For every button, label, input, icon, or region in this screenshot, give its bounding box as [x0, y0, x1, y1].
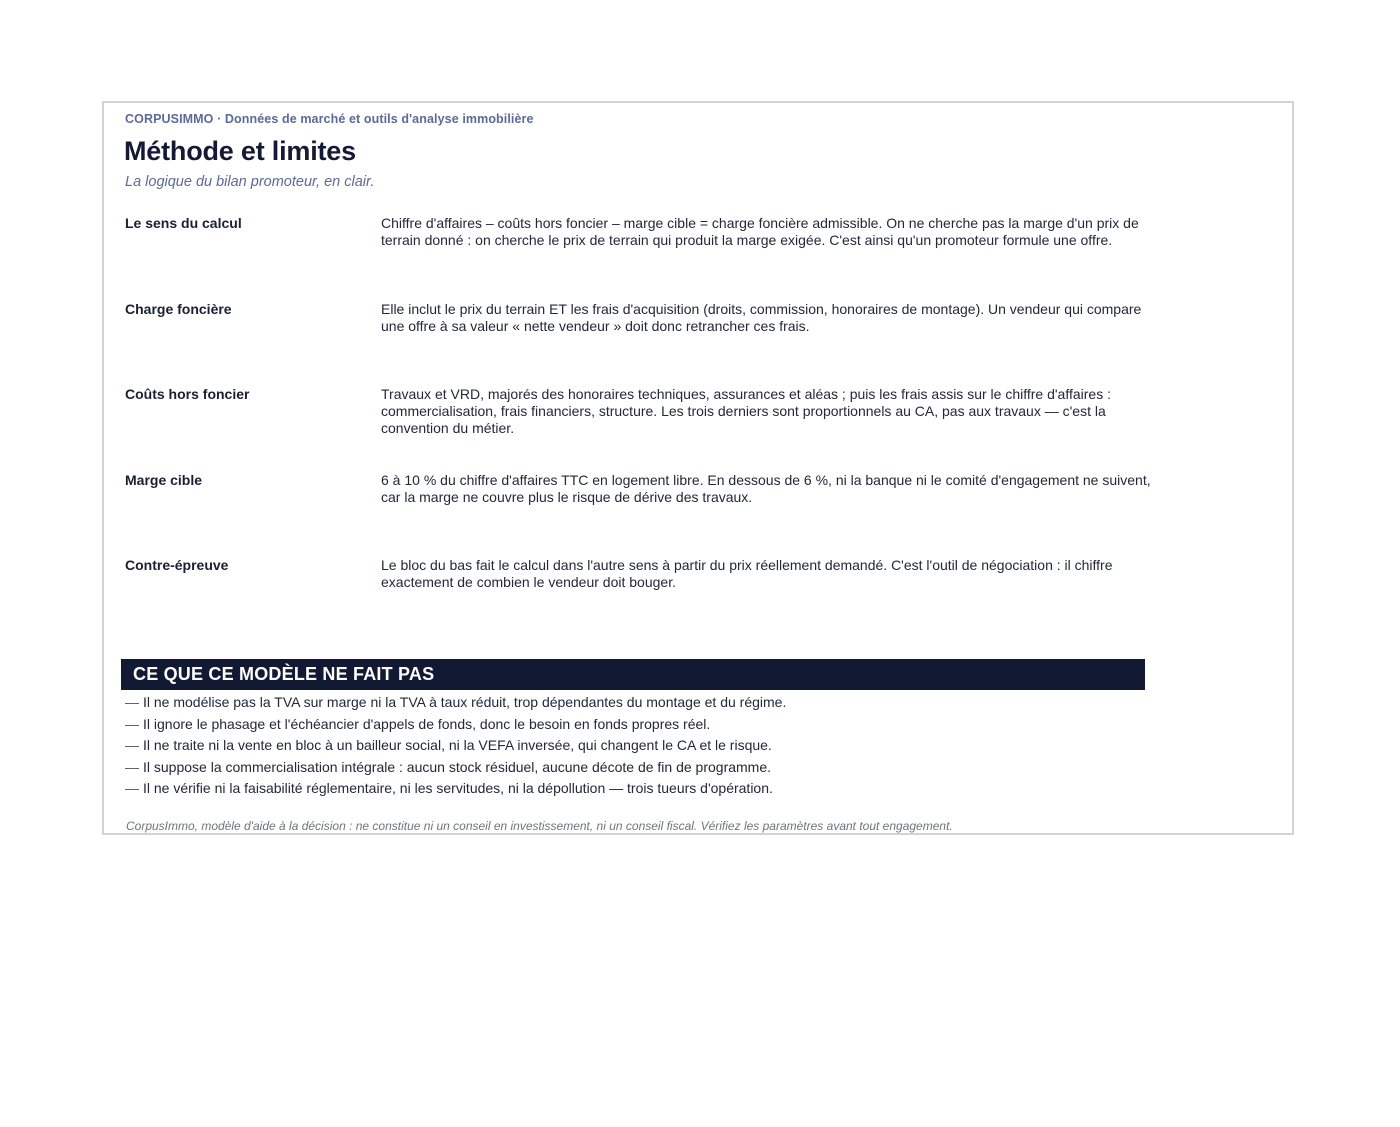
limits-item-text: Il ne modélise pas la TVA sur marge ni la TVA à taux réduit, trop dépendantes du montage et du régime.	[143, 694, 787, 710]
method-description: 6 à 10 % du chiffre d'affaires TTC en logement libre. En dessous de 6 %, ni la banque ni le comité d'engagement ne suivent, car la marge ne couvre plus le risque de dérive des travaux.	[381, 471, 1151, 505]
method-row	[125, 386, 1155, 472]
limits-section-header	[121, 659, 1145, 690]
footer-disclaimer: CorpusImmo, modèle d'aide à la décision : ne constitue ni un conseil en investissement, ni un conseil fiscal. Vérifiez les paramètres avant tout engagement.	[126, 819, 953, 833]
limits-heading: CE QUE CE MODÈLE NE FAIT PAS	[133, 664, 435, 684]
method-description: Travaux et VRD, majorés des honoraires techniques, assurances et aléas ; puis les frais assis sur le chiffre d'affaires : commercialisation, frais financiers, structure. Les trois derniers sont proportionnels au CA, pas aux travaux — c'est la convention du métier.	[381, 386, 1111, 436]
limits-list-item	[125, 778, 786, 800]
method-description: Chiffre d'affaires – coûts hors foncier – marge cible = charge foncière admissible. On ne cherche pas la marge d'un prix de terrain donné : on cherche le prix de terrain qui produit la marge exigée. C'est ainsi qu'un promoteur formule une offre.	[381, 215, 1139, 248]
dash-bullet-icon: —	[125, 737, 139, 753]
method-definition-list	[125, 215, 1155, 643]
limits-item-text: Il ne traite ni la vente en bloc à un bailleur social, ni la VEFA inversée, qui changent le CA et le risque.	[143, 737, 772, 753]
document-panel	[102, 101, 1294, 835]
dash-bullet-icon: —	[125, 780, 139, 796]
dash-bullet-icon: —	[125, 715, 139, 732]
brand-line: CORPUSIMMO · Données de marché et outils d'analyse immobilière	[125, 112, 534, 126]
method-term: Coûts hors foncier	[125, 386, 250, 402]
method-term: Le sens du calcul	[125, 215, 242, 231]
method-description: Le bloc du bas fait le calcul dans l'autre sens à partir du prix réellement demandé. C'est l'outil de négociation : il chiffre exactement de combien le vendeur doit bouger.	[381, 557, 1113, 590]
limits-list-item	[125, 757, 786, 779]
dash-bullet-icon: —	[125, 694, 139, 710]
method-term: Marge cible	[125, 471, 203, 488]
limits-item-text: Il ignore le phasage et l'échéancier d'appels de fonds, donc le besoin en fonds propres réel.	[143, 715, 711, 732]
limits-list-item	[125, 735, 786, 757]
method-row	[125, 472, 1155, 558]
dash-bullet-icon: —	[125, 758, 139, 775]
method-term: Contre-épreuve	[125, 557, 229, 573]
limits-list-item	[125, 714, 786, 736]
method-row	[125, 215, 1155, 301]
method-term: Charge foncière	[125, 300, 232, 317]
limits-item-text: Il suppose la commercialisation intégrale : aucun stock résiduel, aucune décote de fin de programme.	[143, 758, 772, 775]
limits-list	[125, 692, 786, 800]
limits-item-text: Il ne vérifie ni la faisabilité réglementaire, ni les servitudes, ni la dépollution — trois tueurs d'opération.	[143, 780, 773, 796]
limits-list-item	[125, 692, 786, 714]
method-row	[125, 557, 1155, 643]
page-subtitle: La logique du bilan promoteur, en clair.	[125, 174, 375, 190]
method-description: Elle inclut le prix du terrain ET les frais d'acquisition (droits, commission, honoraires de montage). Un vendeur qui compare une offre à sa valeur « nette vendeur » doit donc retrancher ces frais.	[381, 300, 1142, 334]
page-title: Méthode et limites	[124, 136, 356, 166]
method-row	[125, 301, 1155, 387]
